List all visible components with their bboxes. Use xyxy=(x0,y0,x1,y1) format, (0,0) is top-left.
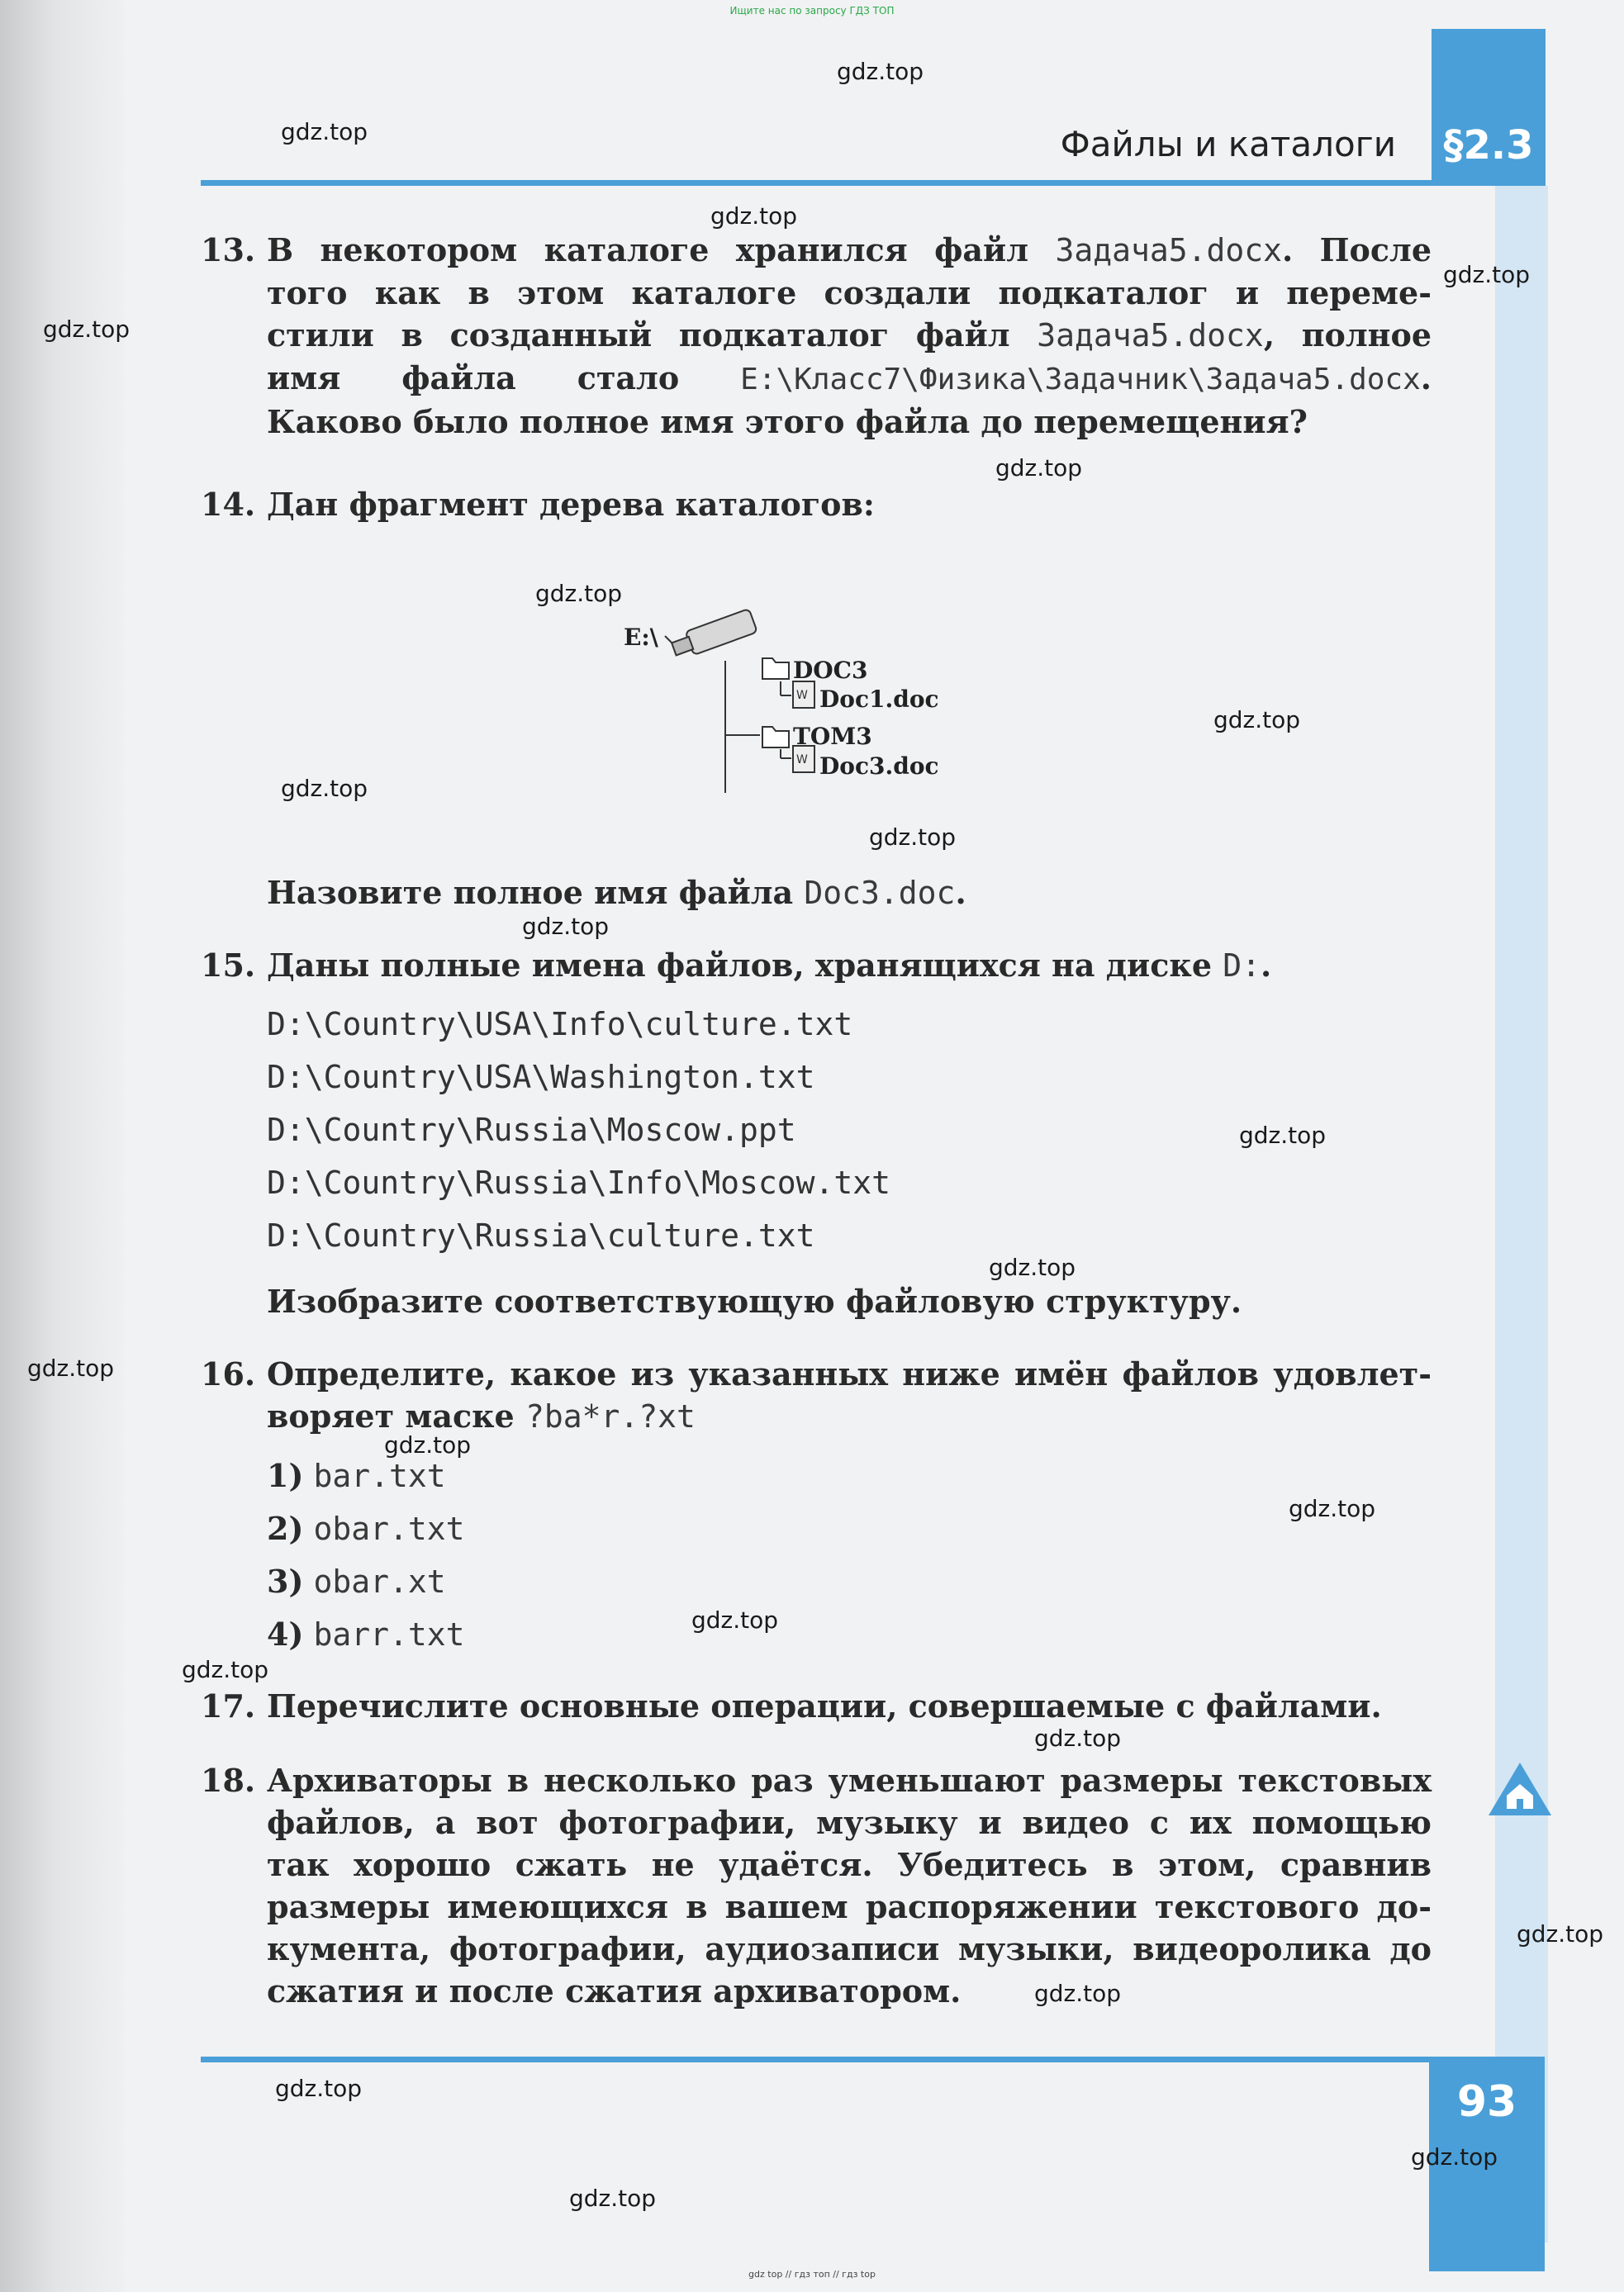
watermark: gdz.top xyxy=(1289,1495,1376,1522)
file-path: D:\Country\USA\Washington.txt xyxy=(267,1059,815,1095)
answer-option: 4) barr.txt xyxy=(267,1616,465,1653)
answer-option: 1) bar.txt xyxy=(267,1457,446,1494)
svg-text:W: W xyxy=(796,753,808,766)
task-text: В некотором каталоге хранился файл Задача5.docx. После того как в этом каталоге создали подкаталог и переме- стили в созданный подкаталог файл Задача5.docx, полное имя файла стало E:\Класс7\Физика\Задачник\Задача5.docx. Каково было полное имя этого файла до перемещения? xyxy=(267,231,1432,440)
tree-root-label: E:\ xyxy=(624,624,658,651)
task-number: 14. xyxy=(201,486,256,523)
watermark: gdz.top xyxy=(691,1606,779,1634)
watermark: gdz.top xyxy=(275,2075,363,2102)
home-icon[interactable] xyxy=(1487,1759,1553,1819)
folder-icon xyxy=(762,727,789,747)
task-16 xyxy=(201,1353,1432,1438)
tree-folder-doc3: DOC3 xyxy=(793,657,868,684)
tree-file-doc3: Doc3.doc xyxy=(819,752,939,780)
task-text: Изобразите соответствующую файловую структуру. xyxy=(267,1283,1242,1320)
task-text: Дан фрагмент дерева каталогов: xyxy=(267,486,875,523)
page-number: 93 xyxy=(1456,2077,1517,2127)
task-number: 16. xyxy=(201,1355,256,1393)
task-18 xyxy=(201,1759,1432,2012)
watermark: gdz.top xyxy=(384,1431,472,1459)
task-14-question xyxy=(201,871,1432,914)
answer-option: 3) obar.xt xyxy=(267,1563,446,1600)
watermark: gdz.top xyxy=(1213,706,1301,733)
page-spine-shadow xyxy=(0,0,124,2292)
watermark: gdz.top xyxy=(522,913,610,940)
section-number: §2.3 xyxy=(1443,122,1534,168)
directory-tree-diagram xyxy=(611,599,1074,814)
file-path: D:\Country\Russia\culture.txt xyxy=(267,1217,815,1254)
watermark: gdz.top xyxy=(1443,261,1531,288)
watermark: gdz.top xyxy=(1239,1122,1327,1149)
watermark: gdz.top xyxy=(1034,1725,1122,1752)
watermark: gdz.top xyxy=(27,1355,115,1382)
task-text: Назовите полное имя файла Doc3.doc. xyxy=(267,874,966,911)
watermark: gdz.top xyxy=(1517,1920,1604,1948)
file-path: D:\Country\Russia\Info\Moscow.txt xyxy=(267,1165,890,1201)
watermark: gdz.top xyxy=(995,454,1083,482)
task-text: Архиваторы в несколько раз уменьшают размеры текстовых файлов, а вот фотографии, музыку и видео с их помощью так хорошо сжать не удаётся. Убедитесь в этом, сравнив размеры имеющихся в вашем распоряжении текстового до- кумента, фотографии, аудиозаписи музыки, видеоролика до сжатия и после сжатия архиватором. xyxy=(267,1762,1432,2010)
task-number: 18. xyxy=(201,1762,256,1799)
watermark: gdz.top xyxy=(989,1254,1076,1281)
task-15 xyxy=(201,944,1432,987)
task-number: 13. xyxy=(201,231,256,268)
task-13 xyxy=(201,229,1432,443)
watermark: gdz.top xyxy=(1034,1980,1122,2007)
usb-drive-icon xyxy=(665,609,757,661)
file-path: D:\Country\Russia\Moscow.ppt xyxy=(267,1112,796,1148)
answer-option: 2) obar.txt xyxy=(267,1510,465,1547)
watermark: gdz.top xyxy=(837,58,924,85)
task-text: Перечислите основные операции, совершаемые с файлами. xyxy=(267,1687,1382,1725)
tree-folder-tom3: TOM3 xyxy=(793,723,872,750)
file-path: D:\Country\USA\Info\culture.txt xyxy=(267,1006,853,1042)
task-15-question xyxy=(201,1280,1432,1322)
watermark: gdz.top xyxy=(182,1656,269,1683)
watermark: gdz.top xyxy=(43,316,131,343)
task-14 xyxy=(201,483,1432,525)
folder-icon xyxy=(762,658,789,679)
task-text: Определите, какое из указанных ниже имён файлов удовлет- воряет маске ?ba*r.?xt xyxy=(267,1355,1432,1435)
watermark: gdz.top xyxy=(869,823,957,851)
tree-file-doc1: Doc1.doc xyxy=(819,686,939,713)
task-number: 15. xyxy=(201,947,256,984)
watermark: gdz.top xyxy=(1411,2143,1498,2171)
watermark: gdz.top xyxy=(569,2185,657,2212)
top-note: Ищите нас по запросу ГДЗ ТОП xyxy=(729,5,895,17)
watermark: gdz.top xyxy=(281,118,368,145)
header-rule xyxy=(201,180,1432,186)
doc-file-icon xyxy=(793,681,814,708)
watermark: gdz.top xyxy=(535,580,623,607)
watermark: gdz.top xyxy=(281,775,368,802)
task-17 xyxy=(201,1685,1432,1727)
task-number: 17. xyxy=(201,1687,256,1725)
svg-text:W: W xyxy=(796,689,808,702)
bottom-note: gdz top // гдз топ // гдз top xyxy=(748,2269,876,2280)
watermark: gdz.top xyxy=(710,202,798,230)
page-header-title: Файлы и каталоги xyxy=(1060,124,1396,164)
task-text: Даны полные имена файлов, хранящихся на диске D:. xyxy=(267,947,1272,984)
footer-rule xyxy=(201,2057,1432,2062)
